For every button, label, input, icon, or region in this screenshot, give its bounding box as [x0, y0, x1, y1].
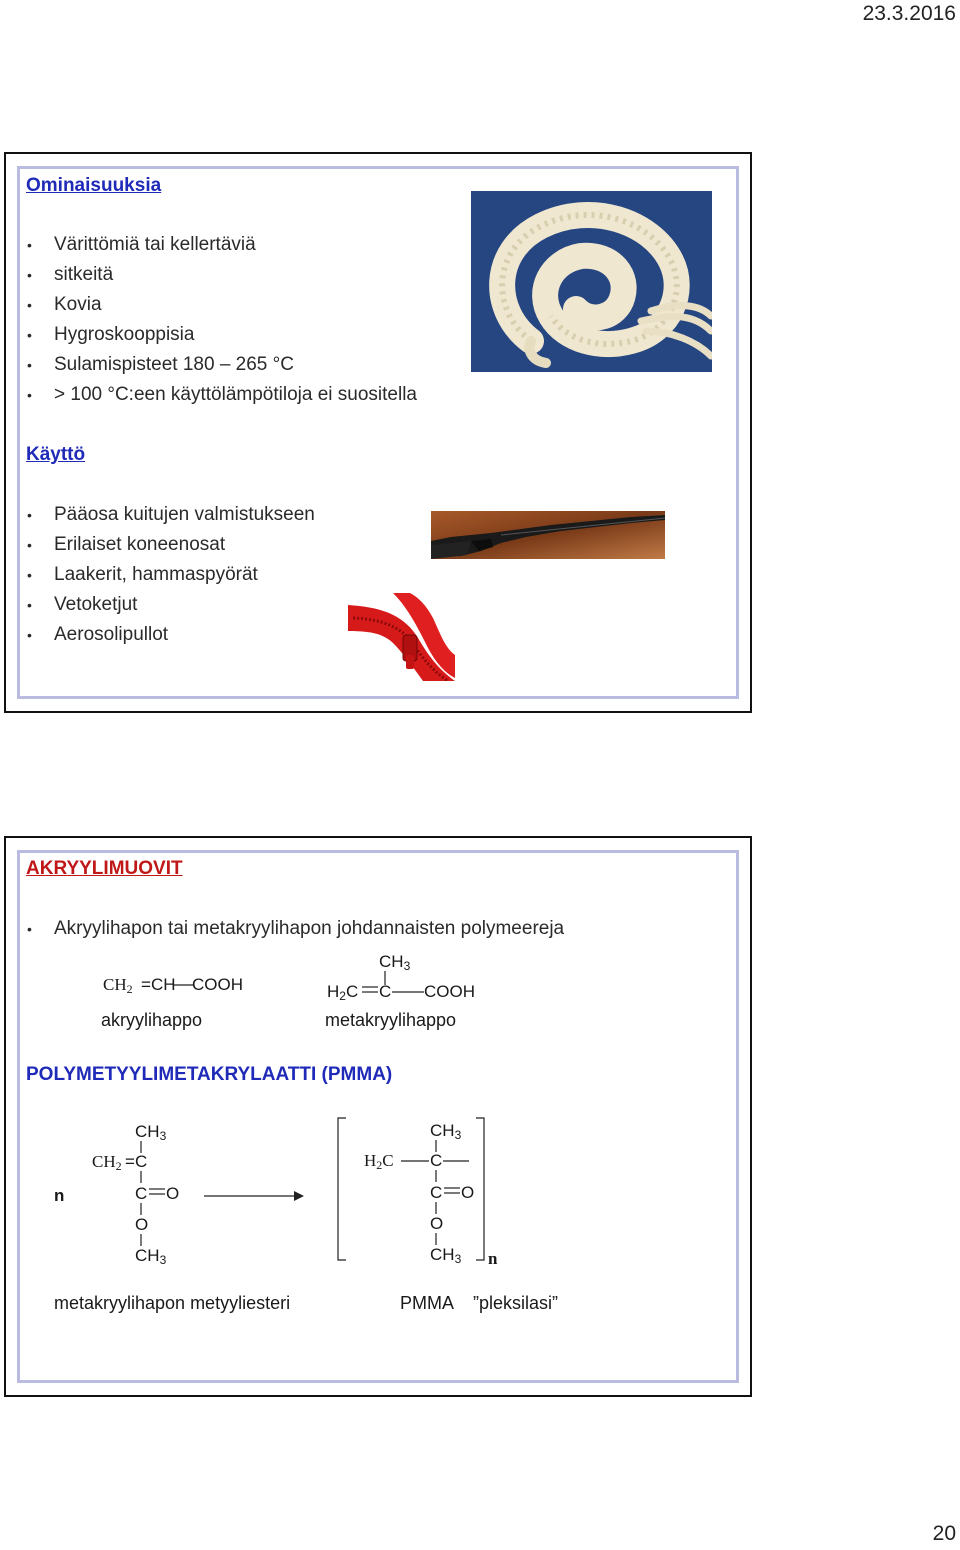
- zipper-photo: [348, 593, 455, 681]
- list-item: • Laakerit, hammaspyörät: [26, 560, 315, 590]
- acrylic-acid-formula: [103, 975, 133, 997]
- monomer-caption: metakryylihapon metyyliesteri: [54, 1293, 291, 1313]
- monomer-ester-methyl: [135, 1246, 166, 1267]
- double-bond: [444, 1187, 460, 1195]
- page-number: 20: [932, 1522, 956, 1545]
- list-item: • Aerosolipullot: [26, 620, 315, 650]
- pmma-title: POLYMETYYLIMETAKRYLAATTI (PMMA): [26, 1064, 393, 1085]
- fiber-photo: [471, 191, 712, 372]
- list-item: • > 100 °C:een käyttölämpötiloja ei suositella: [26, 380, 417, 410]
- acrylic-acid-caption: akryylihappo: [101, 1010, 203, 1030]
- formula-text: C: [382, 1151, 394, 1170]
- bond-line: [392, 991, 424, 995]
- formula-subscript: 3: [159, 1253, 167, 1267]
- formula-fragment: C: [135, 1184, 148, 1203]
- section-title-uses: Käyttö: [26, 444, 86, 465]
- methacrylic-acid-caption: metakryylihappo: [325, 1010, 457, 1030]
- pmma-caption: PMMA ”pleksilasi”: [400, 1293, 559, 1313]
- list-item: • Värittömiä tai kellertäviä: [26, 230, 417, 260]
- polymer-methyl: [430, 1121, 461, 1142]
- formula-text: CH: [135, 1122, 160, 1141]
- formula-fragment: [327, 982, 358, 1003]
- double-bond: [149, 1188, 165, 1196]
- formula-fragment: O: [430, 1214, 444, 1233]
- formula-fragment: COOH: [424, 982, 475, 1001]
- list-item: • Vetoketjut: [26, 590, 315, 620]
- slide-properties: [4, 152, 752, 713]
- list-item: • Sulamispisteet 180 – 265 °C: [26, 350, 417, 380]
- double-bond: [362, 986, 378, 994]
- formula-subscript: 2: [339, 989, 346, 1003]
- bond-line: [140, 1203, 144, 1215]
- formula-text: C: [134, 1152, 148, 1171]
- formula-text: CH: [430, 1245, 455, 1264]
- list-item: • Hygroskooppisia: [26, 320, 417, 350]
- monomer-methylene: [92, 1152, 122, 1174]
- formula-subscript: 2: [376, 1158, 383, 1172]
- date: 23.3.2016: [862, 2, 956, 25]
- bond-line: [173, 984, 193, 988]
- bond-line: [435, 1170, 439, 1182]
- formula-subscript: 3: [403, 959, 411, 973]
- formula-text: CH: [92, 1152, 116, 1171]
- list-item: • Erilaiset koneenosat: [26, 530, 315, 560]
- slide-title: AKRYYLIMUOVIT: [26, 858, 183, 879]
- section-title-properties: Ominaisuuksia: [26, 175, 162, 196]
- formula-fragment: C: [430, 1183, 443, 1202]
- formula-fragment: O: [166, 1184, 180, 1203]
- formula-text: H: [364, 1151, 377, 1170]
- bond-line: [435, 1233, 439, 1245]
- formula-subscript: 3: [454, 1252, 462, 1266]
- bond-line: [435, 1202, 439, 1214]
- formula-fragment: C: [430, 1151, 443, 1170]
- formula-fragment: O: [135, 1215, 149, 1234]
- formula-text: H: [327, 982, 340, 1001]
- formula-text: CH: [430, 1121, 455, 1140]
- reaction-arrow: [204, 1190, 304, 1202]
- bond-line: [443, 1160, 469, 1164]
- formula-subscript: 3: [159, 1129, 167, 1143]
- formula-text: CH: [150, 975, 176, 994]
- formula-text: CH: [379, 952, 404, 971]
- bond-line: [140, 1234, 144, 1246]
- formula-fragment: =C: [125, 1152, 148, 1171]
- formula-fragment: C: [379, 982, 392, 1001]
- properties-list: [26, 230, 417, 410]
- formula-text: CH: [103, 975, 127, 994]
- rifle-photo: [431, 511, 665, 559]
- formula-fragment: O: [461, 1183, 475, 1202]
- monomer-count: n: [54, 1186, 65, 1205]
- polymer-ester-methyl: [430, 1245, 461, 1266]
- formula-fragment: =CH: [141, 975, 176, 994]
- bond-line: [140, 1171, 144, 1183]
- list-item: • sitkeitä: [26, 260, 417, 290]
- formula-subscript: 3: [454, 1128, 462, 1142]
- methacrylic-acid-formula: [379, 952, 410, 973]
- list-item: • Akryylihapon tai metakryylihapon johdannaisten polymeereja: [26, 914, 564, 944]
- formula-subscript: 2: [115, 1159, 122, 1173]
- uses-list: [26, 500, 315, 650]
- formula-text: CH: [135, 1246, 160, 1265]
- slide-acrylics: [4, 836, 752, 1397]
- polymer-repeat-count: n: [488, 1249, 498, 1268]
- acrylics-list: [26, 914, 564, 944]
- formula-fragment: COOH: [192, 975, 243, 994]
- monomer-methyl: [135, 1122, 166, 1143]
- formula-subscript: 2: [126, 982, 133, 996]
- list-item: • Pääosa kuitujen valmistukseen: [26, 500, 315, 530]
- list-item: • Kovia: [26, 290, 417, 320]
- formula-text: C: [345, 982, 359, 1001]
- polymer-methylene: [364, 1151, 394, 1173]
- bond-line: [401, 1160, 429, 1164]
